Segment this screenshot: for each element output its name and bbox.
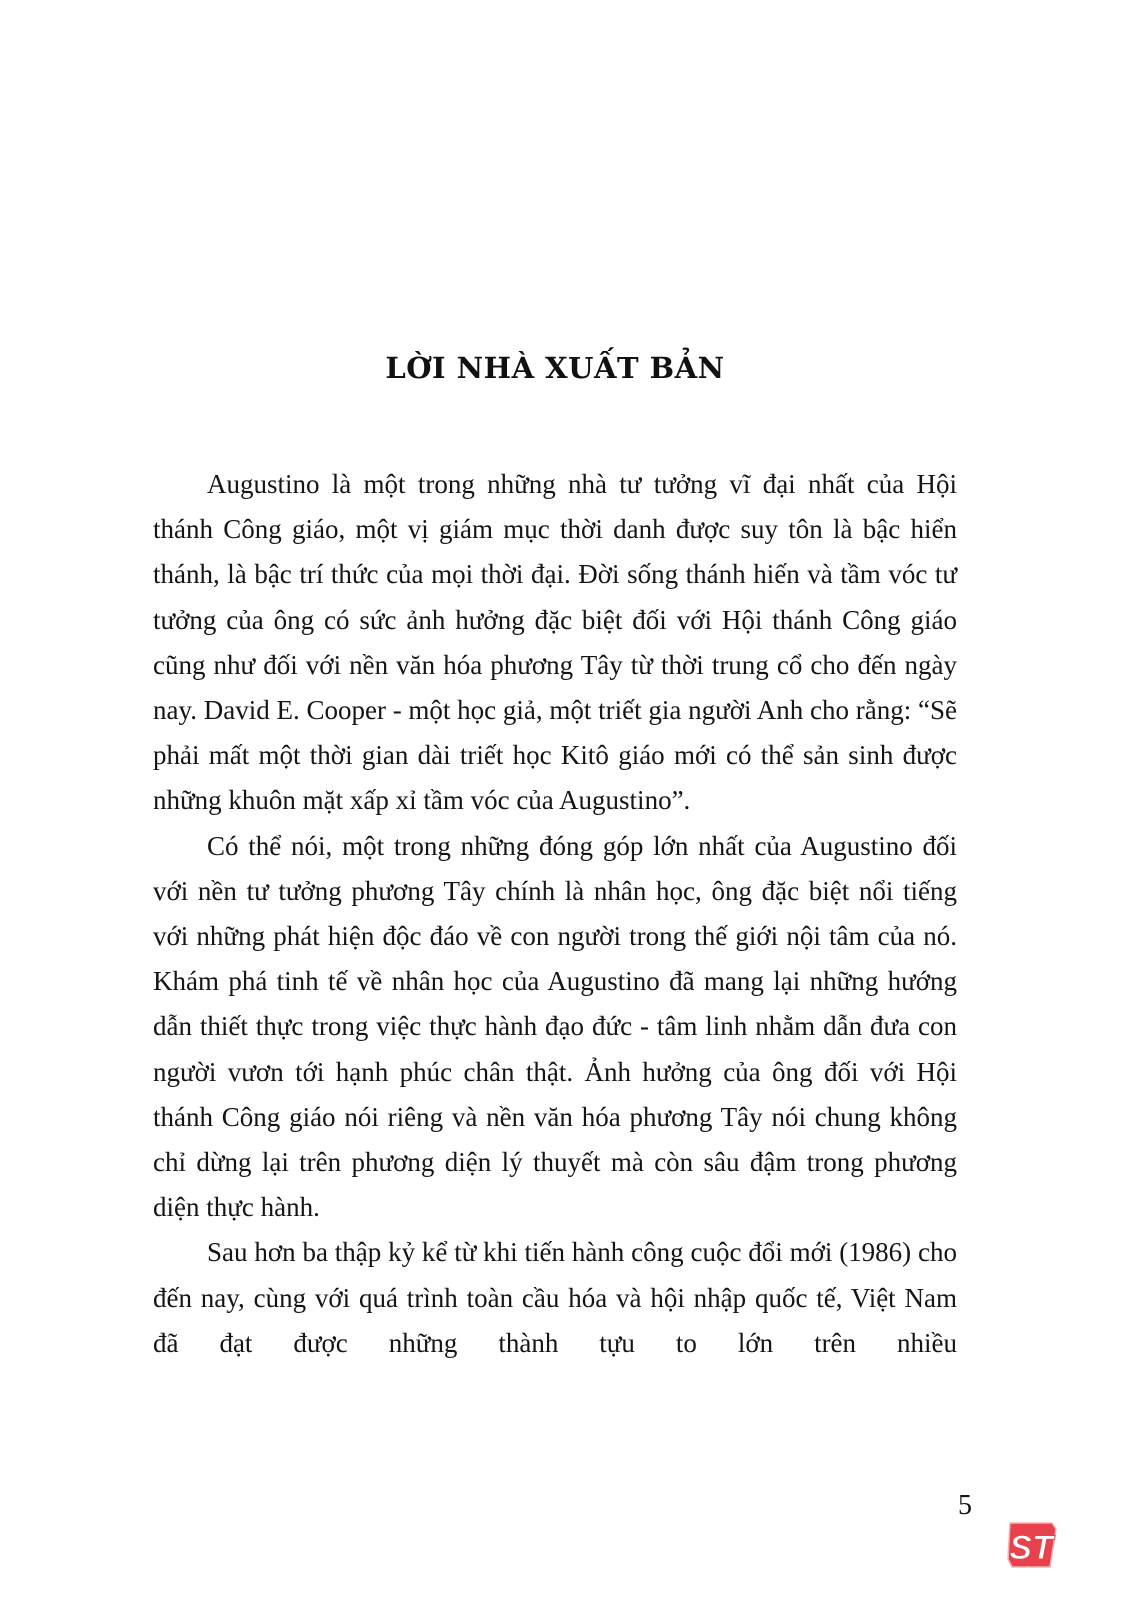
page-title: LỜI NHÀ XUẤT BẢN xyxy=(385,351,725,386)
page-number: 5 xyxy=(958,1490,972,1521)
paragraph: Augustino là một trong những nhà tư tưởng vĩ đại nhất của Hội thánh Công giáo, một vị giám mục thời danh được suy tôn là bậc hiển thánh, là bậc trí thức của mọi thời đại. Đời sống thánh hiến và tầm vóc tư tưởng của ông có sức ảnh hưởng đặc biệt đối với Hội thánh Công giáo cũng như đối với nền văn hóa phương Tây từ thời trung cổ cho đến ngày nay. David E. Cooper - một học giả, một triết gia người Anh cho rằng: “Sẽ phải mất một thời gian dài triết học Kitô giáo mới có thể sản sinh được những khuôn mặt xấp xỉ tầm vóc của Augustino”. xyxy=(153,469,957,816)
body-text xyxy=(153,462,957,1366)
publisher-logo-icon xyxy=(1006,1519,1058,1571)
paragraph: Có thể nói, một trong những đóng góp lớn nhất của Augustino đối với nền tư tưởng phương Tây chính là nhân học, ông đặc biệt nổi tiếng với những phát hiện độc đáo về con người trong thế giới nội tâm của nó. Khám phá tinh tế về nhân học của Augustino đã mang lại những hướng dẫn thiết thực trong việc thực hành đạo đức - tâm linh nhằm dẫn đưa con người vươn tới hạnh phúc chân thật. Ảnh hưởng của ông đối với Hội thánh Công giáo nói riêng và nền văn hóa phương Tây nói chung không chỉ dừng lại trên phương diện lý thuyết mà còn sâu đậm trong phương diện thực hành. xyxy=(153,830,957,1223)
paragraph: Sau hơn ba thập kỷ kể từ khi tiến hành công cuộc đổi mới (1986) cho đến nay, cùng với quá trình toàn cầu hóa và hội nhập quốc tế, Việt Nam đã đạt được những thành tựu to lớn trên nhiều xyxy=(153,1237,957,1358)
logo-text: ST xyxy=(1009,1529,1053,1567)
